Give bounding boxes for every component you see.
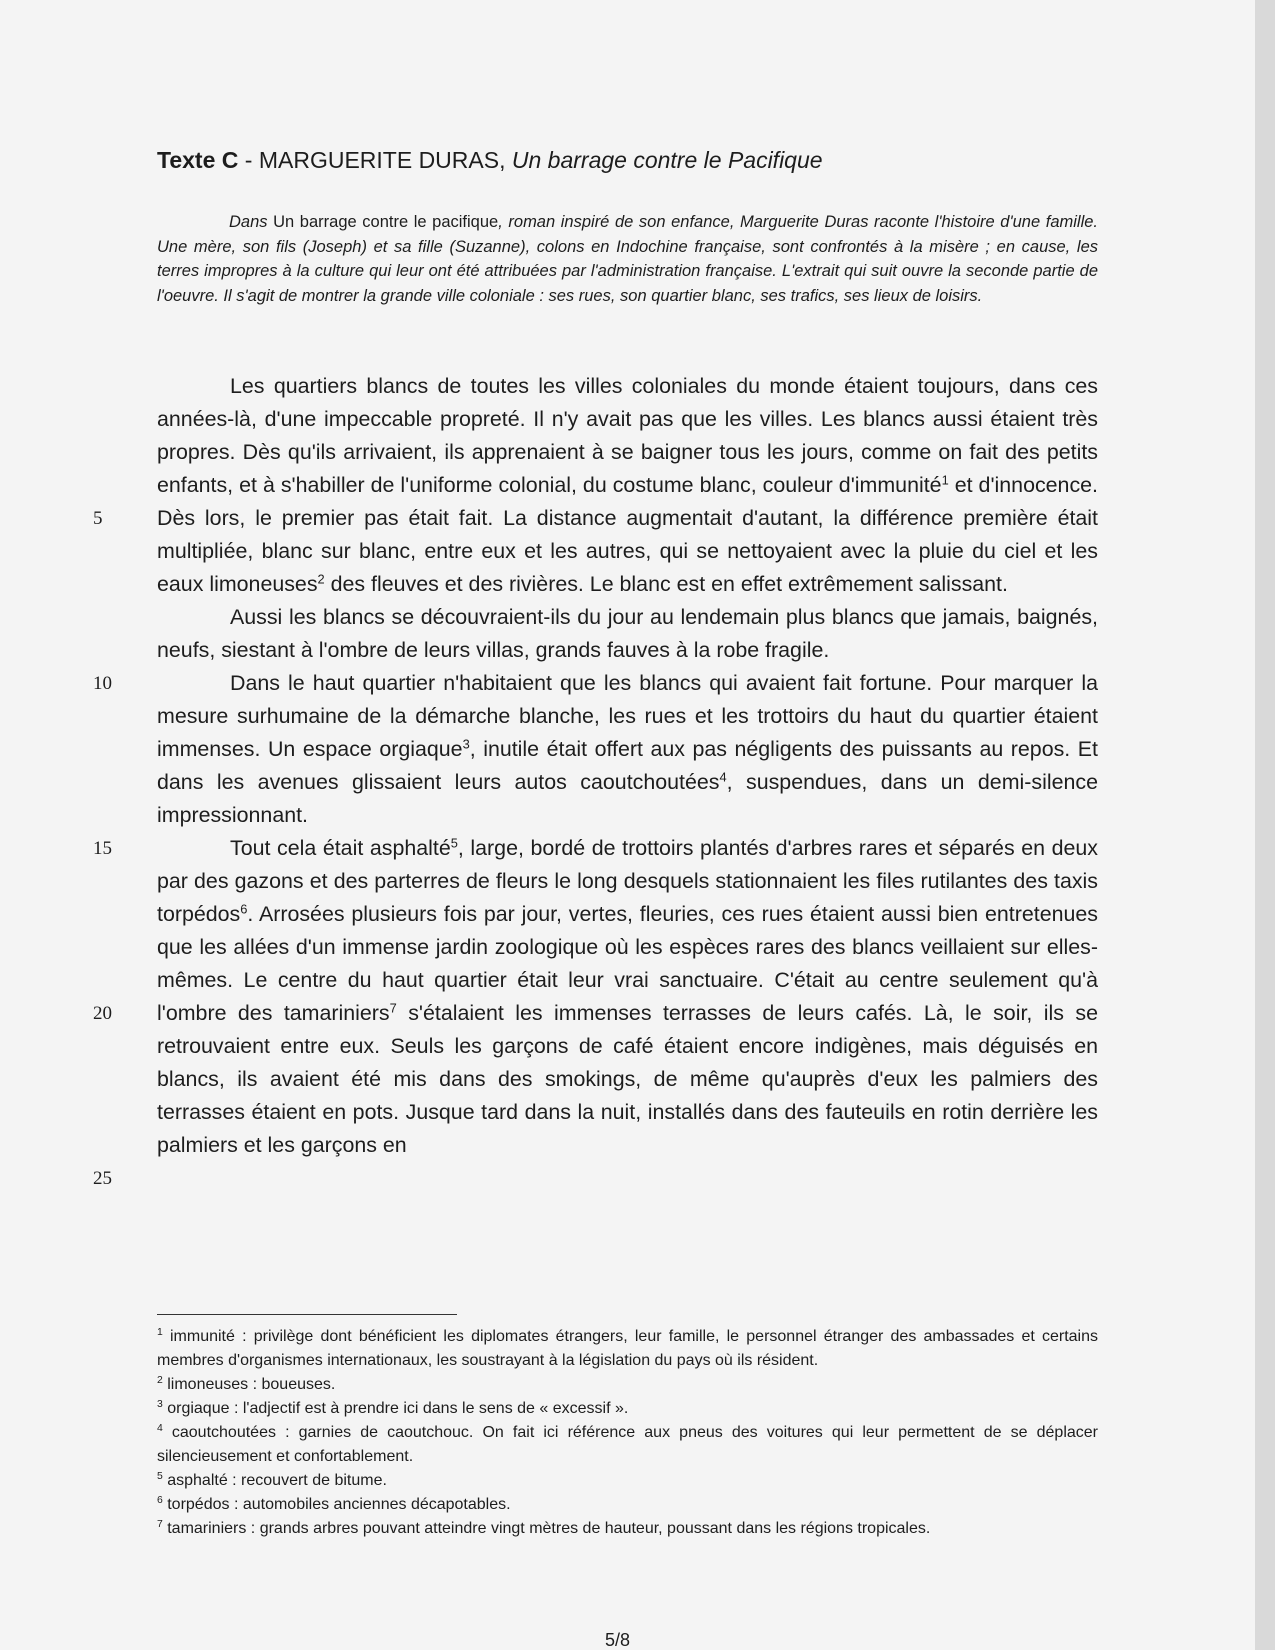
footnote-text: immunité : privilège dont bénéficient les diplomates étrangers, leur famille, le personnel étranger des ambassades et certains membres d'organismes internationaux, les soustrayant à la législation du pays où ils résident.: [157, 1328, 1098, 1369]
footnote-text: limoneuses : boueuses.: [162, 1376, 336, 1393]
footnote-text: caoutchoutées : garnies de caoutchouc. On fait ici référence aux pneus des voitures qui leur permettent de se déplacer silencieusement et confortablement.: [157, 1424, 1098, 1465]
paragraph-text: des fleuves et des rivières. Le blanc est en effet extrêmement salissant.: [324, 572, 1008, 596]
footnote-ref-4: 4: [719, 769, 727, 785]
title-work: Un barrage contre le Pacifique: [511, 147, 823, 173]
paragraph-text: Tout cela était asphalté: [230, 836, 451, 860]
paragraph-text: s'étalaient les immenses terrasses de leurs cafés. Là, le soir, ils se retrouvaient entre eux. Seuls les garçons de café étaient encore indigènes, mais déguisés en blancs, ils avaient été mis dans des smokings, de même qu'auprès d'eux les palmiers des terrasses étaient en pots. Jusque tard dans la nuit, installés dans des fauteuils en rotin derrière les palmiers et les garçons en: [157, 1001, 1098, 1157]
title-author: MARGUERITE DURAS,: [258, 147, 512, 173]
intro-part-1: Dans: [229, 213, 274, 231]
paragraph-4: [157, 832, 1098, 1162]
intro-book-title: Un barrage contre le pacifique: [273, 213, 499, 231]
footnote-number: 6: [157, 1494, 163, 1506]
paragraph-1: [157, 370, 1098, 601]
footnote-6: [157, 1493, 1098, 1517]
line-number-20: 20: [93, 1003, 112, 1024]
paragraph-text: , inutile était offert aux pas négligents des puissants au repos. Et dans les avenues glissaient leurs autos caoutchoutées: [157, 737, 1098, 794]
footnote-5: [157, 1469, 1098, 1493]
line-number-10: 10: [93, 673, 112, 694]
footnote-ref-2: 2: [317, 571, 325, 587]
footnote-ref-6: 6: [240, 901, 248, 917]
intro-part-2: , roman inspiré de son enfance, Marguerite Duras raconte l'histoire d'une famille. Une mère, son fils (Joseph) et sa fille (Suzanne), colons en Indochine française, sont confrontés à la misère ; en cause, les terres impropres à la culture qui leur ont été attribuées par l'administration française. L'extrait qui suit ouvre la seconde partie de l'oeuvre. Il s'agit de montrer la grande ville coloniale : ses rues, son quartier blanc, ses trafics, ses lieux de loisirs.: [157, 213, 1098, 305]
footnote-number: 5: [157, 1470, 163, 1482]
footnote-4: [157, 1421, 1098, 1469]
paragraph-text: . Arrosées plusieurs fois par jour, vertes, fleuries, ces rues étaient aussi bien entretenues que les allées d'un immense jardin zoologique où les espèces rares des blancs veillaient sur elles-mêmes. Le centre du haut quartier était leur vrai sanctuaire. C'était au centre seulement qu'à l'ombre des tamariniers: [157, 902, 1098, 1025]
footnote-3: [157, 1397, 1098, 1421]
footnote-ref-3: 3: [462, 736, 470, 752]
footnote-number: 7: [157, 1518, 163, 1530]
footnote-divider: [157, 1314, 457, 1315]
footnote-ref-7: 7: [389, 1000, 397, 1016]
footnote-text: tamariniers : grands arbres pouvant atteindre vingt mètres de hauteur, poussant dans les régions tropicales.: [162, 1520, 931, 1537]
line-number-5: 5: [93, 508, 103, 529]
footnote-number: 2: [157, 1374, 163, 1386]
footnote-ref-5: 5: [450, 835, 458, 851]
paragraph-2: Aussi les blancs se découvraient-ils du jour au lendemain plus blancs que jamais, baignés, neufs, siestant à l'ombre de leurs villas, grands fauves à la robe fragile.: [157, 605, 1098, 662]
footnote-number: 3: [157, 1398, 163, 1410]
page-number: 5/8: [605, 1630, 631, 1650]
paragraph-text: , large, bordé de trottoirs plantés d'arbres rares et séparés en deux par des gazons et des parterres de fleurs le long desquels stationnaient les files rutilantes des taxis torpédos: [157, 836, 1098, 926]
paragraph-text: et d'innocence. Dès lors, le premier pas était fait. La distance augmentait d'autant, la différence première était multipliée, blanc sur blanc, entre eux et les autres, qui se nettoyaient avec la pluie du ciel et les eaux limoneuses: [157, 473, 1098, 596]
main-text: [157, 370, 1098, 1162]
footnote-text: orgiaque : l'adjectif est à prendre ici dans le sens de « excessif ».: [162, 1400, 629, 1417]
footnotes: [157, 1325, 1098, 1541]
paragraph-text: , suspendues, dans un demi-silence impressionnant.: [157, 770, 1098, 827]
title-separator: -: [238, 147, 259, 173]
footnote-number: 1: [157, 1326, 163, 1338]
paragraph-text: Dans le haut quartier n'habitaient que les blancs qui avaient fait fortune. Pour marquer la mesure surhumaine de la démarche blanche, les rues et les trottoirs du haut du quartier étaient immenses. Un espace orgiaque: [157, 671, 1098, 761]
line-number-15: 15: [93, 838, 112, 859]
intro-paragraph: [157, 210, 1098, 308]
footnote-7: [157, 1517, 1098, 1541]
scan-edge-bar: [1255, 0, 1275, 1650]
title-lead: Texte C: [157, 147, 239, 173]
footnote-text: torpédos : automobiles anciennes décapotables.: [162, 1496, 511, 1513]
paragraph-text: Les quartiers blancs de toutes les villes coloniales du monde étaient toujours, dans ces années-là, d'une impeccable propreté. Il n'y avait pas que les villes. Les blancs aussi étaient très propres. Dès qu'ils arrivaient, ils apprenaient à se baigner tous les jours, comme on fait des petits enfants, et à s'habiller de l'uniforme colonial, du costume blanc, couleur d'immunité: [157, 374, 1098, 497]
text-title: [157, 146, 823, 174]
footnote-number: 4: [157, 1422, 163, 1434]
paragraph-3: [157, 667, 1098, 832]
footnote-2: [157, 1373, 1098, 1397]
footnote-1: [157, 1325, 1098, 1373]
footnote-text: asphalté : recouvert de bitume.: [162, 1472, 387, 1489]
footnote-ref-1: 1: [941, 472, 949, 488]
line-number-25: 25: [93, 1168, 112, 1189]
